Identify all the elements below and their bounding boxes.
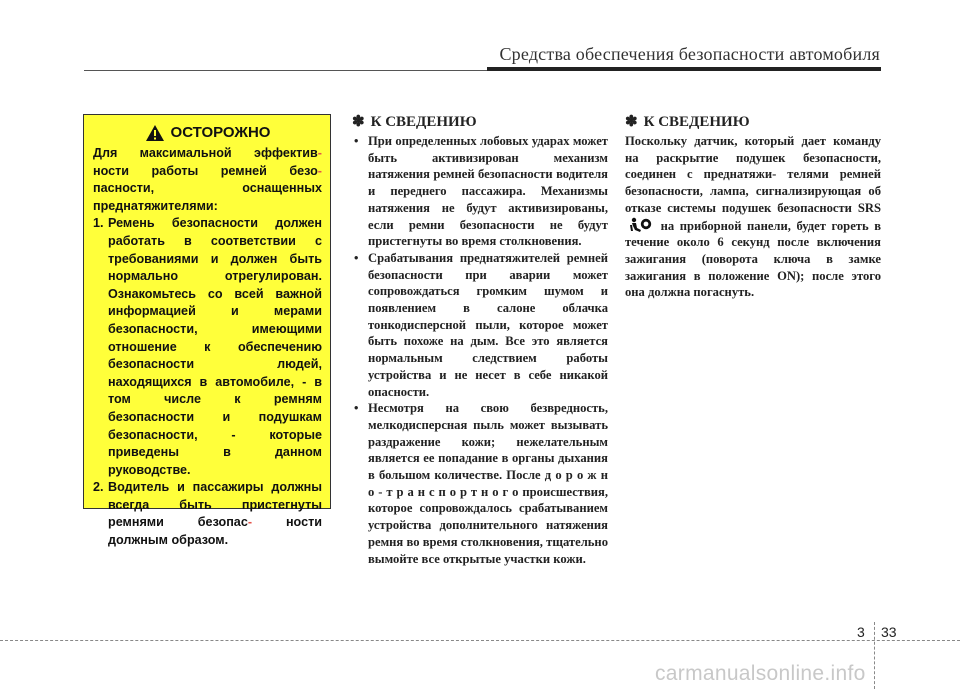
info-column-right [625,112,881,301]
info-bullet-list [352,133,608,567]
info-title: ✽ К СВЕДЕНИЮ [352,114,477,130]
warning-item-text: Водитель и пассажиры должны всегда быть пристегнуты ремнями безопас- ности должным образом. [108,480,322,548]
info-paragraph: Поскольку датчик, который дает команду на раскрытие подушек безопасности, соединен с преднатяжи- телями ремней безопасности, лампа, сигнализирующая об отказе системы подушек безопасности SRS на приборной панели, будет гореть в течение около 6 секунд после включения зажигания (поворота ключа в замке зажигания в положение ON); после этого она должна погаснуть. [625,134,881,300]
star-icon: ✽ [352,114,365,130]
info-bullet: • Срабатывания преднатяжителей ремней безопасности при аварии может сопровождаться громким шумом и появлением в салоне облачка тонкодисперсной пыли, которое может быть похоже на дым. Все это является нормальным следствием работы устройства и не несет в себе никакой опасности. [352,250,608,400]
header-rule-accent [487,67,881,71]
chapter-number: 3 [857,624,865,640]
footer-divider [874,622,876,689]
warning-title-row [93,123,322,143]
warning-list [93,215,322,549]
airbag-warning-icon [627,217,653,233]
watermark: carmanualsonline.info [655,662,866,685]
warning-title: ОСТОРОЖНО [170,124,271,142]
info-bullet: • При определенных лобовых ударах может быть активизирован механизм натяжения ремней безопасности водителя и переднего пассажира. Механизмы натяжения не будут активизированы, если ремни безопасности не будут пристегнуты во время столкновения. [352,133,608,250]
page-number: 33 [881,624,897,640]
info-bullet: • Несмотря на свою безвредность, мелкодисперсная пыль может вызывать раздражение кожи; нежелательным является ее попадание в органы дыхания в большом количестве. После д о р о ж н о - т р а н с п о р т н о г о происшествия, которое сопровождалось срабатыванием устройства дополнительного натяжения ремня во время столкновения, тщательно вымойте все открытые участки кожи. [352,400,608,567]
warning-item-number: 1. [93,216,104,231]
star-icon: ✽ [625,114,638,130]
footer-rule [0,640,960,641]
info-column-middle [352,112,608,567]
warning-item-number: 2. [93,480,104,495]
warning-intro: Для максимальной эффектив- ности работы ремней безо- пасности, оснащенных преднатяжителями: [93,146,322,213]
warning-item [93,215,322,479]
warning-item [93,479,322,549]
warning-box [83,114,331,548]
page-header-title: Средства обеспечения безопасности автомобиля [499,44,880,64]
warning-triangle-icon [145,124,165,142]
info-title: ✽ К СВЕДЕНИЮ [625,114,750,130]
warning-item-text: Ремень безопасности должен работать в соответствии с требованиями и должен быть нормально отрегулирован. Ознакомьтесь со всей важной информацией и мерами безопасности, имеющими отношение к обеспечению безопасности людей, находящихся в автомобиле, - в том числе к ремням безопасности и подушкам безопасности, - которые приведены в данном руководстве. [108,216,322,477]
